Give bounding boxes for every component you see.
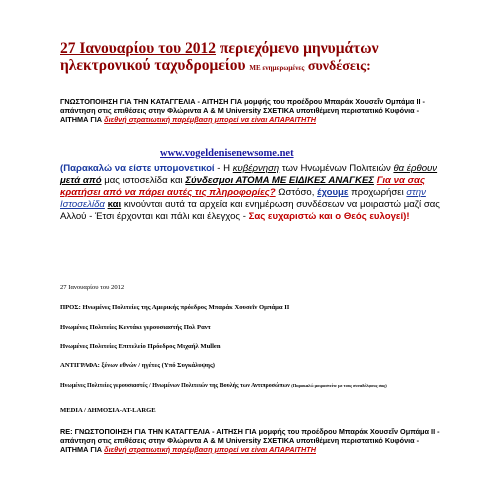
notice-text: ΓΝΩΣΤΟΠΟΙΗΣΗ ΓΙΑ ΤΗΝ ΚΑΤΑΓΓΕΛΙΑ - ΑΙΤΗΣΗ ΓΙΑ μομφής του προέδρου Μπαράκ Χουσεΐν Ομπάμα ΙΙ - απάντηση στις επιθέσεις στην Φλώριντα Α & Μ University ΣΧΕΤΙΚΑ υποτιθέμενη περιστατικό Κυφόνια - ΑΙΤΗΜΑ ΓΙΑ [60, 97, 425, 124]
intro-paragraph [60, 163, 445, 223]
notice-block-2 [60, 427, 440, 454]
notice-text: RE: ΓΝΩΣΤΟΠΟΙΗΣΗ ΓΙΑ ΤΗΝ ΚΑΤΑΓΓΕΛΙΑ - ΑΙΤΗΣΗ ΓΙΑ μομφής του προέδρου Μπαράκ Χουσεΐν Ομπάμα ΙΙ - απάντηση στις επιθέσεις στην Φλώριντα Α & Μ University ΣΧΕΤΙΚΑ υποτιθέμενη περιστατικό Κυφόνια - ΑΙΤΗΜΑ ΓΙΑ [60, 427, 440, 454]
notice-block-1 [60, 97, 440, 124]
para-and: και [107, 198, 122, 210]
title-text: περιεχόμενο μηνυμάτων ηλεκτρονικού ταχυδρομείου [60, 40, 379, 74]
para-text: των Ηνωμένων Πολιτειών [279, 163, 394, 174]
para-website[interactable]: στην Ιστοσελίδα [60, 186, 426, 210]
para-we-have: έχουμε [317, 186, 349, 198]
title-small-text: ΜΕ ενημερωμένες [249, 64, 305, 72]
para-text: κινούνται αυτά τα αρχεία και ενημέρωση συνδέσεων να μοιραστώ μαζί σας Αλλού - Έτσι έρχονται και πάλι και έλεγχος - [60, 198, 440, 222]
notice-red-link[interactable]: διεθνή στρατιωτική παρέμβαση μπορεί να είναι ΑΠΑΡΑΙΤΗΤΗ [104, 115, 316, 124]
para-patience: (Παρακαλώ να είστε υπομονετικοί [60, 163, 215, 174]
website-link[interactable]: www.vogeldenisenewsome.net [160, 148, 294, 159]
media-line: MEDIA / ΔΗΜΟΣΙΑ-AT-LARGE [60, 407, 156, 414]
recipient-commission: Ηνωμένες Πολιτείες Επιτελείο Πρόεδρος Μιχαήλ Mullen [60, 343, 221, 350]
para-text: μας ιστοσελίδα και [101, 174, 186, 186]
para-red-question: Για να σας κρατήσει από να πάρει αυτές τις πληροφορίες? [60, 174, 426, 198]
para-links-special-needs: Σύνδεσμοι ΑΤΟΜΑ ΜΕ ΕΙΔΙΚΕΣ ΑΝΑΓΚΕΣ [185, 174, 375, 186]
para-will-come: θα έρθουν [393, 163, 438, 174]
recipient-senators [60, 383, 387, 389]
carbon-copy: ΑΝΤΙΓΡΑΦΑ: ξένων εθνών / ηγέτες (Υπό Συγκάλυψης) [60, 362, 215, 369]
letter-date: 27 Ιανουαρίου του 2012 [60, 284, 125, 291]
senators-note: (Παρακαλώ μοιραστείτε με τους συναδέλφους σας) [291, 383, 387, 388]
title-date-link[interactable]: 27 Ιανουαρίου του 2012 [60, 40, 217, 57]
recipient-president: ΠΡΟΣ: Ηνωμένες Πολιτείες της Αμερικής πρόεδρος Μπαράκ Χουσεΐν Ομπάμα ΙΙ [60, 304, 290, 311]
para-text: προχωρήσει [348, 186, 407, 198]
notice-red-link[interactable]: διεθνή στρατιωτική παρέμβαση μπορεί να είναι ΑΠΑΡΑΙΤΗΤΗ [104, 445, 316, 454]
page-title [60, 40, 450, 77]
para-text: - Η [214, 163, 233, 174]
recipient-kentucky: Ηνωμένες Πολιτείες Κεντάκι γερουσιαστής Πολ Ραντ [60, 324, 211, 331]
para-government: κυβέρνηση [232, 163, 280, 174]
para-thanks: Σας ευχαριστώ και ο Θεός ευλογεί)! [248, 210, 410, 222]
para-after: μετά από [60, 174, 102, 186]
title-connections: συνδέσεις: [304, 59, 371, 74]
senators-text: Ηνωμένες Πολιτείες γερουσιαστές / Ηνωμένων Πολιτειών της Βουλής των Αντιπροσώπων [60, 383, 292, 389]
para-text: Ωστόσο, [275, 186, 318, 198]
